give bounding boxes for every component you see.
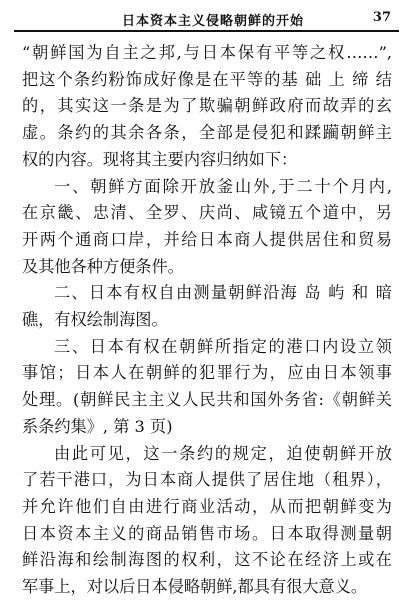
text-line: 了若干港口，为日本商人提供了居住地（租界）， [22, 470, 392, 490]
text-line: 在京畿、忠清、全罗、庆尚、咸镜五个道中，另 [22, 203, 392, 223]
text-line: 由此可见，这一条约的规定，迫使朝鲜开放 [54, 443, 392, 463]
text-line: 事馆；日本人在朝鲜的犯罪行为，应由日本领事 [22, 363, 392, 383]
paragraph [22, 334, 392, 441]
text-line: 把这个条约粉饰成好像是在平等的基 础 上 缔 结 [22, 69, 392, 89]
text-line: 日本资本主义的商品销售市场。日本取得测量朝 [22, 523, 392, 543]
body-text [22, 40, 392, 601]
paragraph [22, 174, 392, 281]
page-number: 37 [372, 10, 391, 25]
text-line: “朝鲜国为自主之邦,与日本保有平等之权……”, [22, 43, 392, 62]
page-header [14, 8, 399, 32]
text-line: 鲜沿海和绘制海图的权利，这不论在经济上或在 [22, 550, 392, 570]
header-rule [14, 30, 399, 32]
running-title: 日本资本主义侵略朝鲜的开始 [122, 14, 305, 29]
text-line: 二、日本有权自由测量朝鲜沿海 岛 屿 和 暗 [54, 283, 392, 303]
text-line: 并允许他们自由进行商业活动，从而把朝鲜变为 [22, 496, 392, 516]
paragraph [22, 40, 392, 174]
text-line: 礁，有权绘制海图。 [22, 310, 168, 330]
text-line: 系条约集》, 第 3 页) [22, 416, 173, 436]
text-line: 开两个通商口岸，并给日本商人提供居住和贸易 [22, 229, 392, 249]
text-line: 的，其实这一条是为了欺骗朝鲜政府而故弄的玄 [22, 96, 392, 116]
text-line: 及其他各种方便条件。 [22, 256, 184, 276]
paragraph [22, 280, 392, 333]
text-line: 军事上，对以后日本侵略朝鲜,都具有很大意义。 [22, 577, 368, 597]
text-line: 一、朝鲜方面除开放釜山外,于二十个月内, [54, 176, 392, 196]
text-line: 三、日本有权在朝鲜所指定的港口内设立领 [54, 336, 392, 356]
text-line: 处理。(朝鲜民主主义人民共和国外务省:《朝鲜关 [22, 390, 392, 410]
text-line: 权的内容。现将其主要内容归纳如下： [22, 149, 298, 169]
text-line: 虚。条约的其余各条，全部是侵犯和蹂躏朝鲜主 [22, 123, 392, 143]
paragraph [22, 441, 392, 601]
